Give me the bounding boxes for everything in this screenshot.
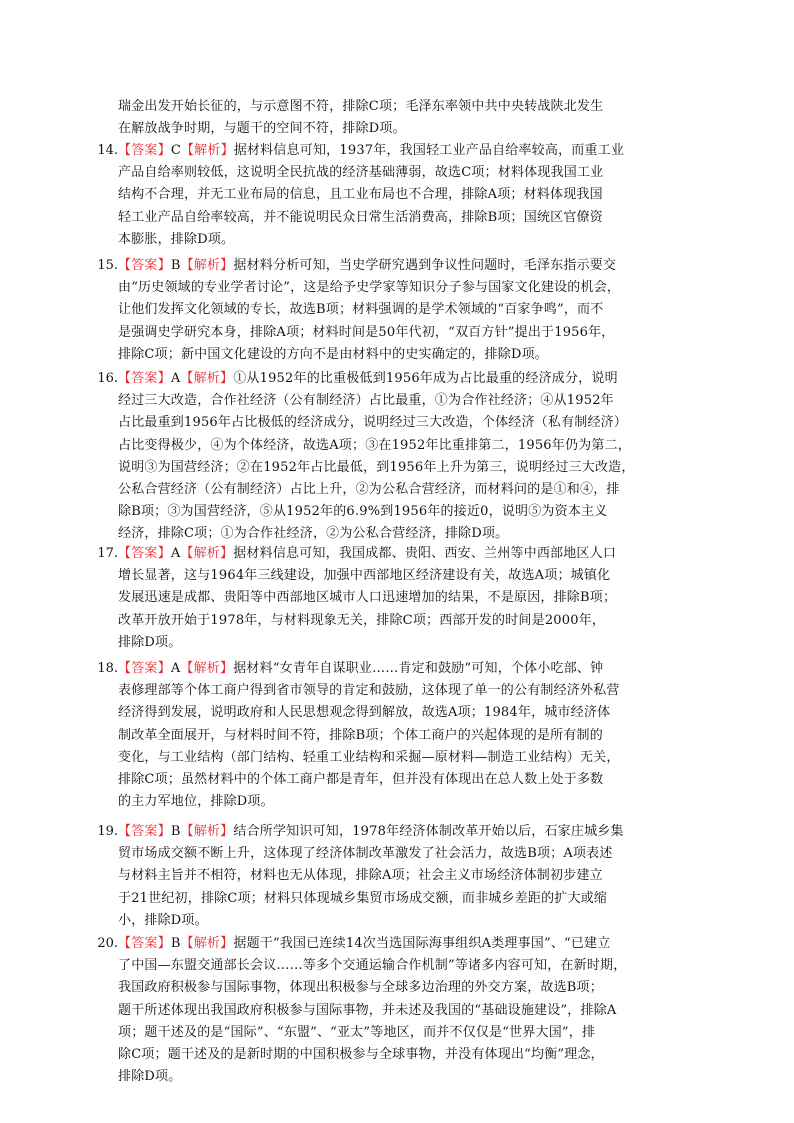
answer-item-17 [97,543,678,654]
answer-item-18 [97,658,678,813]
text-line: 除B项；③为国营经济，⑤从1952年的6.9%到1956年的接近0，说明⑤为资本主义 [118,504,608,520]
item-first-line [118,140,678,162]
answer-tag: 【答案】 [118,936,171,951]
analysis-tag: 【解析】 [180,371,234,386]
item-number: 14. [97,143,118,158]
analysis-text: 据材料信息可知，我国成都、贵阳、西安、兰州等中西部地区人口 [233,546,617,561]
answer-item-16 [97,368,678,546]
text-line: 让他们发挥文化领域的专长，故选B项；材料强调的是学术领域的“百家争鸣”，而不 [118,302,604,318]
text-line: 结构不合理，并无工业布局的信息，且工业布局也不合理，排除A项；材料体现我国 [118,187,603,203]
item-first-line [118,658,678,680]
analysis-tag: 【解析】 [180,936,234,951]
text-line: 项；题干述及的是“国际”、“东盟”、“亚太”等地区，而并不仅仅是“世界大国”，排 [118,1024,596,1040]
answer-letter: A [170,661,181,676]
text-line: 占比变得极少，④为个体经济，故选A项；③在1952年比重排第二，1956年仍为第二， [118,437,631,453]
answer-item-15 [97,255,678,366]
analysis-tag: 【解析】 [180,824,234,839]
text-line: 瑞金出发开始长征的，与示意图不符，排除C项；毛泽东率领中共中央转战陕北发生 [118,99,604,114]
answer-tag: 【答案】 [118,546,171,561]
text-line: 排除C项；新中国文化建设的方向不是由材料中的史实确定的，排除D项。 [118,346,548,362]
text-line: 排除D项。 [118,634,182,650]
item-first-line [118,933,678,955]
answer-tag: 【答案】 [118,143,171,158]
answer-letter: A [170,546,181,561]
answer-letter: B [170,258,181,273]
text-line: 与材料主旨并不相符，材料也无从体现，排除A项；社会主义市场经济体制初步建立 [118,868,603,884]
text-line: 贸市场成交额不断上升，这体现了经济体制改革激发了社会活力，故选B项；A项表述 [118,846,613,862]
text-line: 轻工业产品自给率较高，并不能说明民众日常生活消费高，排除B项；国统区官僚资 [118,209,603,225]
text-line: 排除C项；虽然材料中的个体工商户都是青年，但并没有体现出在总人数上处于多数 [118,771,604,787]
item-number: 20. [97,936,118,951]
analysis-tag: 【解析】 [180,258,234,273]
item-number: 15. [97,258,118,273]
answer-tag: 【答案】 [118,824,171,839]
text-line: 小，排除D项。 [118,912,208,928]
analysis-tag: 【解析】 [180,143,234,158]
analysis-text: 据材料信息可知，1937年，我国轻工业产品自给率较高，而重工业 [233,143,625,158]
text-line: 除C项；题干述及的是新时期的中国积极参与全球事物，并没有体现出“均衡”理念， [118,1046,604,1062]
text-line: 是强调史学研究本身，排除A项；材料时间是50年代初，“双百方针”提出于1956年， [118,324,615,340]
text-line: 排除D项。 [118,1069,182,1085]
analysis-text: ①从1952年的比重极低到1956年成为占比最重的经济成分，说明 [233,371,618,386]
text-line: 变化，与工业结构（部门结构、轻重工业结构和采掘—原材料—制造工业结构）无关， [118,749,620,765]
analysis-tag: 【解析】 [180,661,234,676]
answer-letter: B [170,936,181,951]
text-line: 经济得到发展，说明政府和人民思想观念得到解放，故选A项；1984年，城市经济体 [118,705,611,721]
text-line: 于21世纪初，排除C项；材料只体现城乡集贸市场成交额，而非城乡差距的扩大或缩 [118,890,608,906]
text-line: 公私合营经济（公有制经济）占比上升，②为公私合营经济，而材料问的是①和④，排 [118,481,620,497]
text-line: 经济，排除C项；①为合作社经济，②为公私合营经济，排除D项。 [118,526,509,542]
item-number: 19. [97,824,118,839]
text-line: 占比最重到1956年占比极低的经济成分，说明经过三大改造，个体经济（私有制经济） [118,415,628,431]
text-line: 经过三大改造，合作社经济（公有制经济）占比最重，①为合作社经济；④从1952年 [118,393,614,409]
analysis-text: 据材料“女青年自谋职业……肯定和鼓励”可知，个体小吃部、钟 [233,661,604,676]
continued-paragraph [118,96,678,140]
text-line: 增长显著，这与1964年三线建设，加强中西部地区经济建设有关，故选A项；城镇化 [118,568,611,584]
answer-item-19 [97,821,678,932]
item-number: 16. [97,371,118,386]
answer-item-14 [97,140,678,251]
text-line: 由“历史领域的专业学者讨论”，这是给予史学家等知识分子参与国家文化建设的机会， [118,280,621,296]
analysis-tag: 【解析】 [180,546,234,561]
text-line: 改革开放开始于1978年，与材料现象无关，排除C项；西部开发的时间是2000年， [118,612,606,628]
text-line: 制改革全面展开，与材料时间不符，排除B项；个体工商户的兴起体现的是所有制的 [118,727,603,743]
item-first-line [118,543,678,565]
text-line: 产品自给率则较低，这说明全民抗战的经济基础薄弱，故选C项；材料体现我国工业 [118,165,604,181]
answer-letter: B [170,824,181,839]
answer-tag: 【答案】 [118,258,171,273]
answer-tag: 【答案】 [118,661,171,676]
text-line: 表修理部等个体工商户得到省市领导的肯定和鼓励，这体现了单一的公有制经济外私营 [118,683,620,699]
text-line: 题干所述体现出我国政府积极参与国际事物，并未述及我国的“基础设施建设”，排除A [118,1002,617,1018]
item-first-line [118,255,678,277]
text-line: 说明③为国营经济；②在1952年占比最低，到1956年上升为第三，说明经过三大改造， [118,459,635,475]
answer-tag: 【答案】 [118,371,171,386]
item-number: 18. [97,661,118,676]
item-first-line [118,368,678,390]
text-line: 了中国—东盟交通部长会议……等多个交通运输合作机制”等诸多内容可知，在新时期， [118,958,627,974]
item-first-line [118,821,678,843]
text-line: 的主力军地位，排除D项。 [118,794,274,810]
text-line: 在解放战争时期，与题干的空间不符，排除D项。 [118,121,406,137]
answer-letter: A [170,371,181,386]
answer-item-20 [97,933,678,1088]
text-line: 我国政府积极参与国际事物，体现出积极参与全球多边治理的外交方案，故选B项； [118,980,603,996]
analysis-text: 结合所学知识可知，1978年经济体制改革开始以后，石家庄城乡集 [233,824,624,839]
text-line: 本膨胀，排除D项。 [118,231,235,247]
analysis-text: 据题干“我国已连续14次当选国际海事组织A类理事国”、“已建立 [233,936,611,951]
item-number: 17. [97,546,118,561]
text-line: 发展迅速是成都、贵阳等中西部地区城市人口迅速增加的结果，不是原因，排除B项； [118,590,617,606]
answer-letter: C [170,143,181,158]
analysis-text: 据材料分析可知，当史学研究遇到争议性问题时，毛泽东指示要交 [233,258,617,273]
